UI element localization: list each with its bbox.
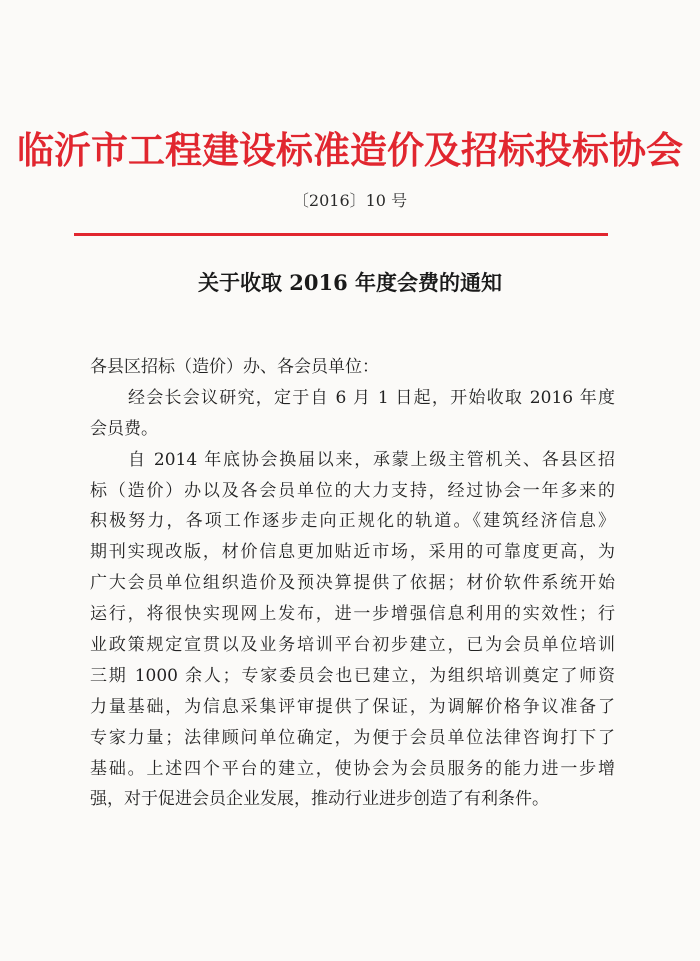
paragraph-line: 经会长会议研究，定于自 6 月 1 日起，开始收取 2016 年度 — [128, 387, 615, 408]
paragraph-line: 期刊实现改版，材价信息更加贴近市场，采用的可靠度更高，为 — [90, 542, 615, 563]
notice-title: 关于收取 2016 年度会费的通知 — [197, 270, 503, 295]
paragraph-line: 标（造价）办以及各会员单位的大力支持，经过协会一年多来的 — [90, 480, 615, 501]
paragraph-line: 自 2014 年底协会换届以来，承蒙上级主管机关、各县区招 — [128, 449, 615, 470]
notice-body — [90, 352, 615, 815]
paragraph-line: 力量基础，为信息采集评审提供了保证，为调解价格争议准备了 — [90, 696, 615, 717]
organization-title: 临沂市工程建设标准造价及招标投标协会 — [17, 128, 683, 172]
paragraph-line: 积极努力，各项工作逐步走向正规化的轨道。《建筑经济信息》 — [90, 511, 615, 532]
red-divider-line — [74, 233, 608, 236]
paragraph-line: 基础。上述四个平台的建立，使协会为会员服务的能力进一步增 — [90, 758, 615, 779]
paragraph-line: 会员费。 — [90, 418, 158, 439]
document-number: 〔2016〕10 号 — [292, 191, 408, 210]
paragraph-line: 业政策规定宣贯以及业务培训平台初步建立，已为会员单位培训 — [90, 635, 615, 656]
paragraph-line: 专家力量；法律顾问单位确定，为便于会员单位法律咨询打下了 — [90, 727, 615, 748]
paragraph-line: 广大会员单位组织造价及预决算提供了依据；材价软件系统开始 — [90, 573, 615, 594]
paragraph-line: 强，对于促进会员企业发展，推动行业进步创造了有利条件。 — [90, 789, 549, 810]
paragraph-line: 三期 1000 余人；专家委员会也已建立，为组织培训奠定了师资 — [90, 665, 615, 686]
paragraph-line: 运行，将很快实现网上发布，进一步增强信息利用的实效性；行 — [90, 604, 615, 625]
salutation: 各县区招标（造价）办、各会员单位： — [90, 357, 379, 377]
